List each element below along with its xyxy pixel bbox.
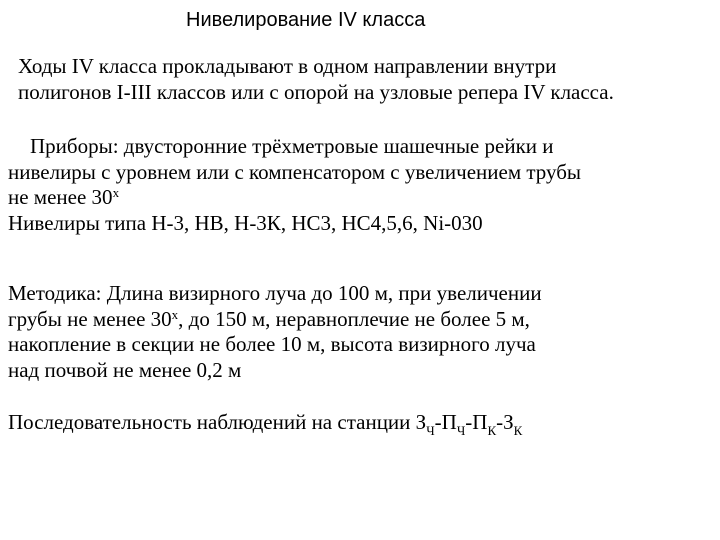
magnification-text: не менее 30 [8,185,113,209]
method-superscript: х [171,306,179,322]
sequence-term-1-sub: Ч [426,423,435,438]
sequence-term-2-sub: Ч [456,423,466,438]
paragraph-instruments [8,134,581,236]
paragraph-instruments-line-3 [8,185,581,211]
paragraph-instruments-line-1: Приборы: двусторонние трёхметровые шашечные рейки и [30,134,554,158]
paragraph-method-line-1: Методика: Длина визирного луча до 100 м, при увеличении [8,281,542,305]
sequence-term-2-base: П [441,410,457,434]
sequence-separator-2: - [465,410,473,434]
method-line-2-post: , до 150 м, неравноплечие не более 5 м, [178,306,530,331]
sequence-term-1-base: З [415,410,427,434]
sequence-formula [415,410,523,438]
paragraph-routes-line-2: полигонов I-III классов или с опорой на узловые репера IV класса. [18,79,614,104]
sequence-term-4-base: З [503,410,514,434]
sequence-term-3-sub: К [487,423,497,438]
sequence-label: Последовательность наблюдений на станции [8,410,416,434]
sequence-separator-1: - [434,410,442,434]
paragraph-method-line-4: над почвой не менее 0,2 м [8,357,242,382]
slide-title: Нивелирование IV класса [186,9,426,31]
method-line-2-pre: грубы не менее 30 [8,306,172,331]
paragraph-method-line-3: накопление в секции не более 10 м, высота визирного луча [8,332,536,356]
paragraph-instruments-line-4: Нивелиры типа Н-3, НВ, Н-3К, НС3, НС4,5,6, Ni-030 [8,210,483,235]
paragraph-method [8,281,542,383]
magnification-superscript: х [112,185,120,200]
paragraph-sequence [8,410,522,436]
sequence-term-3-base: П [472,410,488,434]
sequence-term-4-sub: К [513,423,523,438]
sequence-separator-3: - [496,410,504,434]
paragraph-routes-line-1: Ходы IV класса прокладывают в одном направлении внутри [18,54,557,78]
paragraph-instruments-line-2: нивелиры с уровнем или с компенсатором с увеличением трубы [8,159,582,184]
paragraph-routes [18,54,614,105]
paragraph-method-line-2 [8,307,542,333]
